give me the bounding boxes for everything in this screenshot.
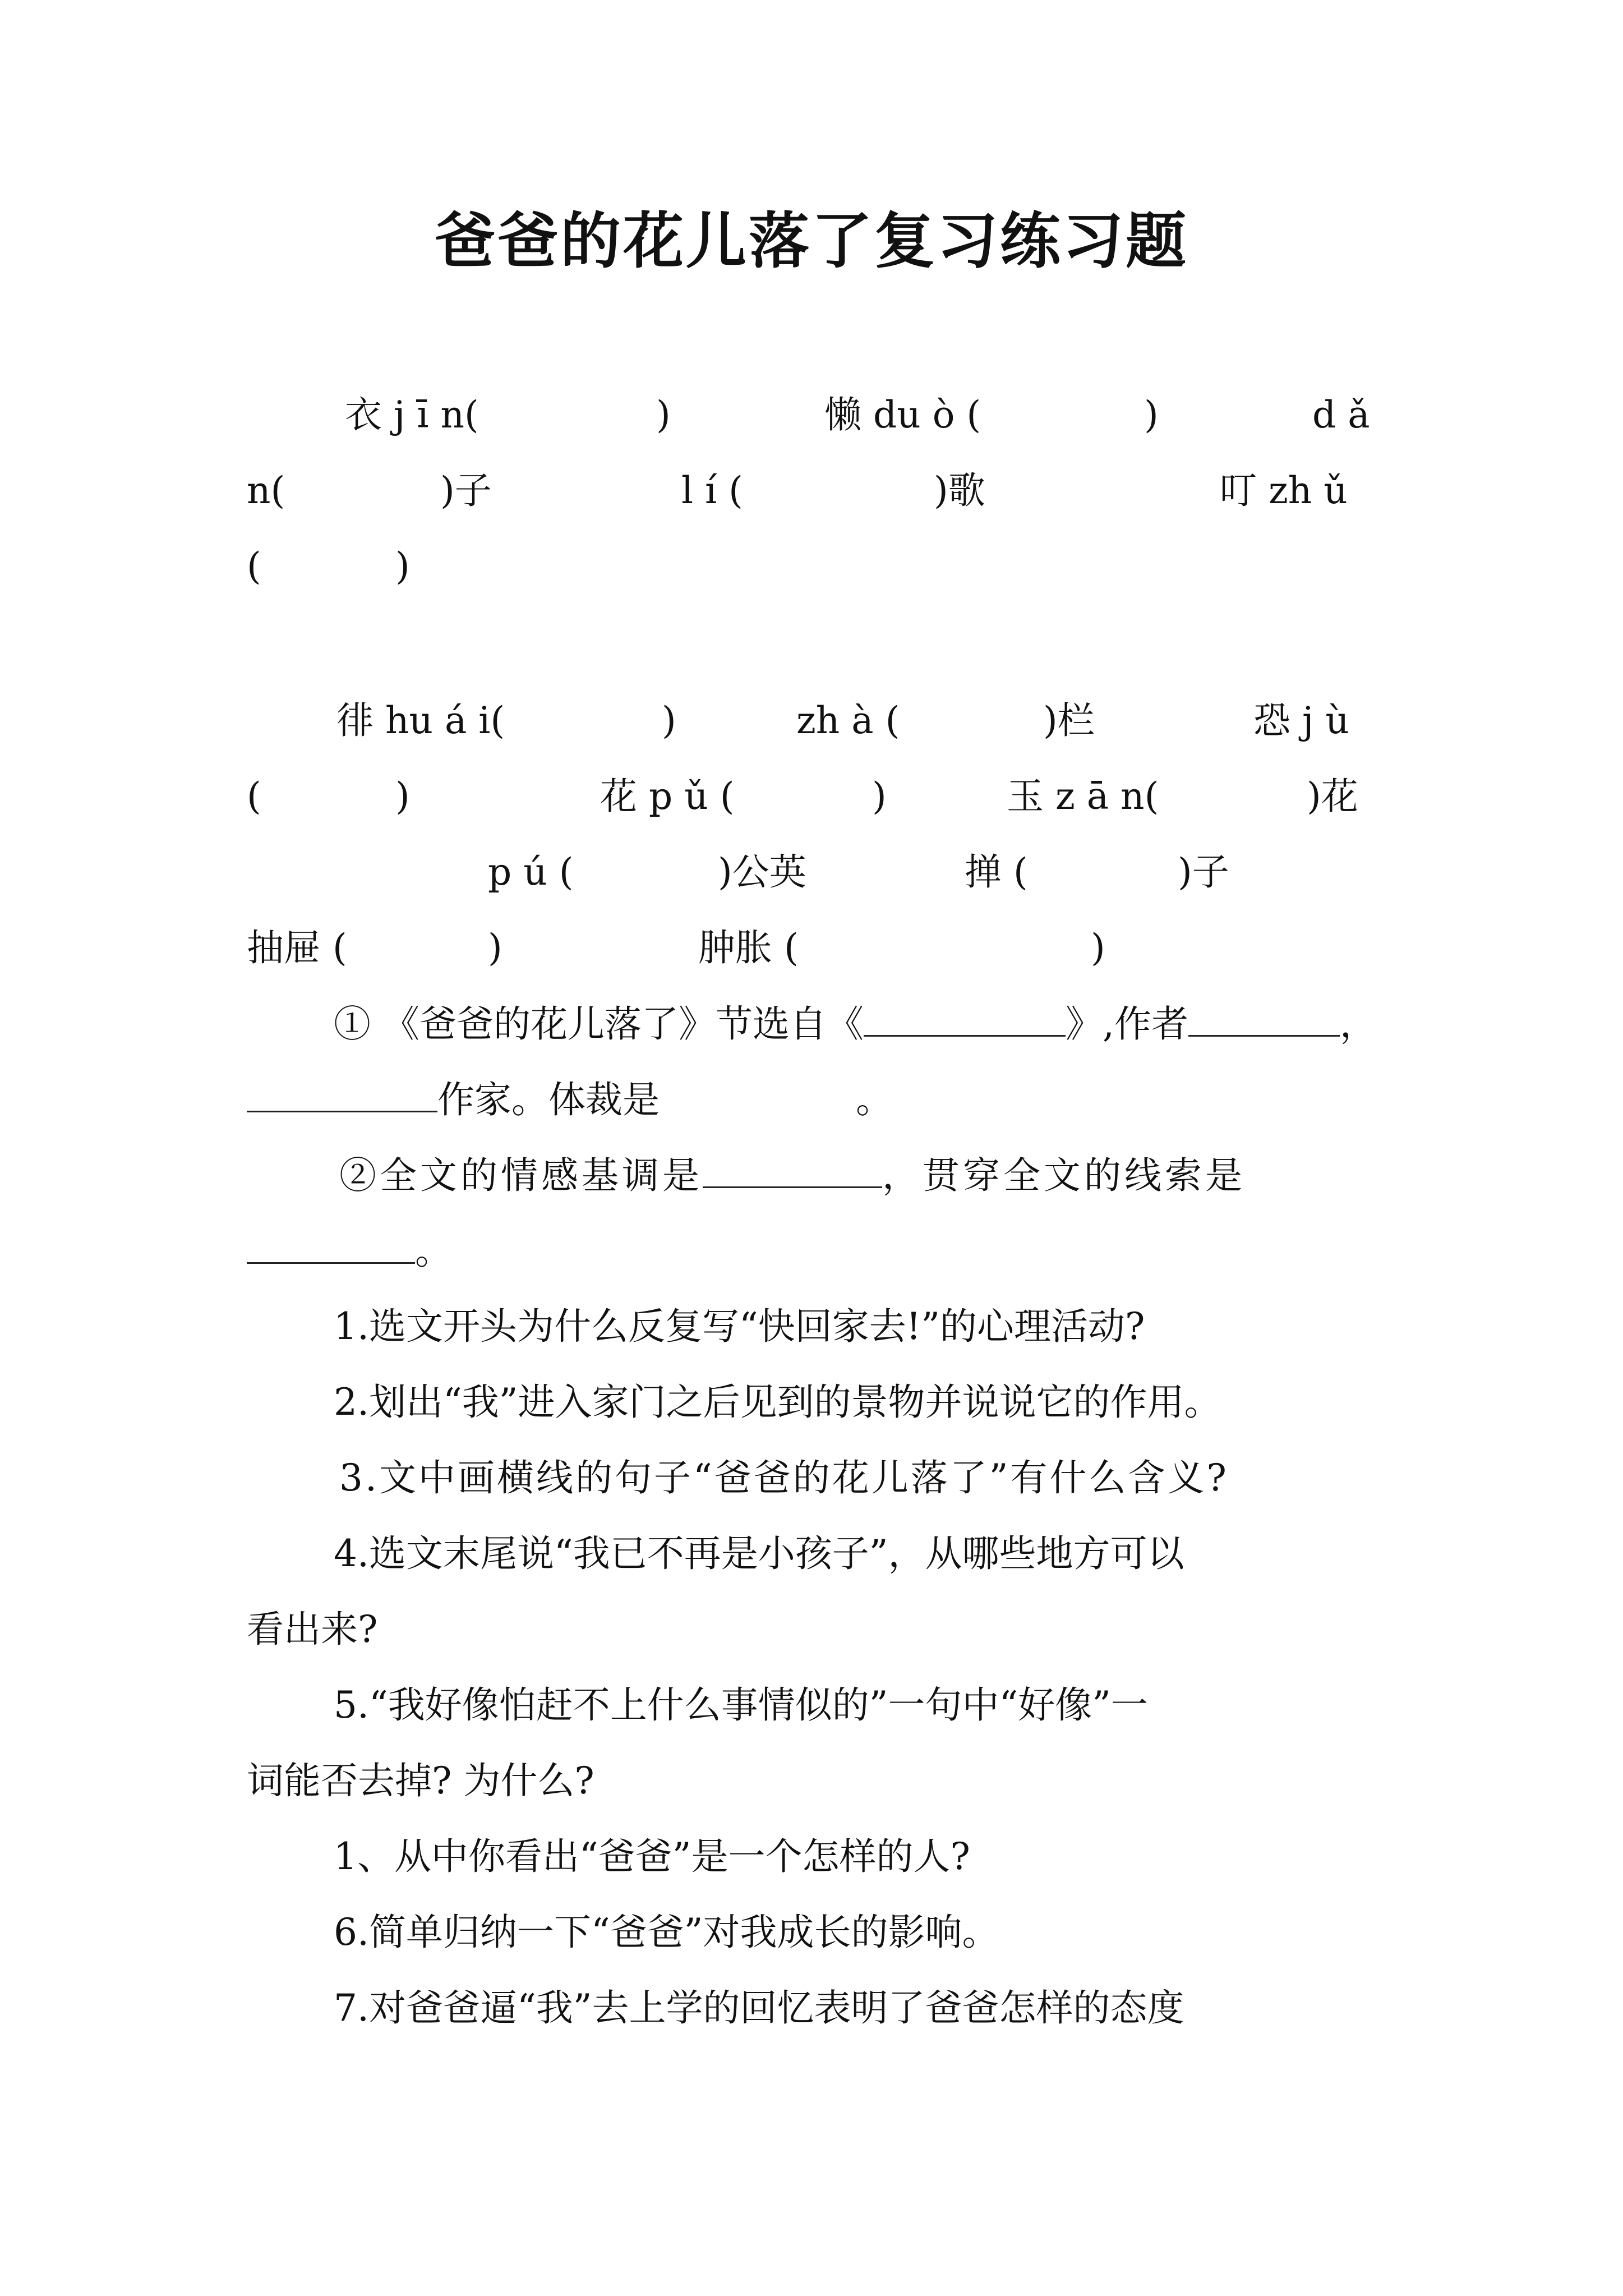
answer-blank[interactable] (1188, 996, 1340, 1037)
pinyin-item-dan-cont: n( (247, 469, 285, 512)
answer-blank[interactable] (703, 1147, 882, 1188)
answer-blank[interactable] (247, 1071, 437, 1112)
fill-question-1-cont (247, 1071, 893, 1128)
pinyin-item-zha: zh à ( (796, 699, 900, 742)
pinyin-item-pu: 花 p ǔ ( (600, 775, 735, 818)
question-2: 2.划出“我”进入家门之后见到的景物并说说它的作用。 (334, 1381, 1221, 1424)
pinyin-item-duo: 懒 du ò ( (824, 393, 981, 436)
fill-q1-text-a: ① 《爸爸的花儿落了》节选自《 (334, 1002, 864, 1046)
answer-blank[interactable] (247, 1223, 415, 1264)
fill-q2-text-c: 。 (415, 1230, 452, 1273)
pinyin-item-dan2: 掸 ( (965, 850, 1028, 894)
pinyin-item-jin-close: ) (656, 393, 671, 436)
pinyin-item-zan: 玉 z ā n( (1007, 775, 1159, 818)
question-8: 7.对爸爸逼“我”去上学的回忆表明了爸爸怎样的态度 (334, 1986, 1184, 2030)
pinyin-item-li-close: )歌 (934, 469, 985, 512)
pinyin-item-duo-close: ) (1144, 393, 1159, 436)
question-3: 3.文中画横线的句子“爸爸的花儿落了”有什么含义? (339, 1456, 1229, 1499)
fill-q2-text-b: ，贯穿全文的线索是 (882, 1154, 1246, 1197)
pinyin-item-zhongzhang-close: ) (1091, 926, 1105, 969)
question-4: 4.选文末尾说“我已不再是小孩子”，从哪些地方可以 (334, 1532, 1184, 1575)
pinyin-item-pu-close: ) (872, 775, 887, 818)
pinyin-item-huai-close: ) (662, 699, 676, 742)
question-1: 1.选文开头为什么反复写“快回家去!”的心理活动? (334, 1305, 1145, 1348)
pinyin-item-pu2-close: )公英 (718, 850, 806, 894)
pinyin-item-li: l í ( (681, 469, 743, 512)
pinyin-item-zhu-open: ( (247, 545, 261, 588)
fill-question-2 (339, 1147, 1246, 1204)
question-5-cont: 词能否去掉? 为什么? (247, 1759, 594, 1802)
fill-q2-text-a: ②全文的情感基调是 (339, 1154, 703, 1197)
pinyin-item-jin: 衣 j ī n( (345, 393, 479, 436)
pinyin-item-dan2-close: )子 (1178, 850, 1229, 894)
question-5: 5.“我好像怕赶不上什么事情似的”一句中“好像”一 (334, 1683, 1148, 1727)
fill-question-1 (334, 996, 1377, 1052)
page-title: 爸爸的花儿落了复习练习题 (434, 206, 1188, 277)
pinyin-item-ju-close: ) (395, 775, 410, 818)
fill-q1-text-b: 》,作者 (1065, 1002, 1188, 1046)
answer-blank[interactable] (864, 996, 1066, 1037)
question-4-cont: 看出来? (247, 1608, 378, 1651)
pinyin-item-ju: 恐 j ù (1253, 699, 1349, 742)
pinyin-item-zhongzhang: 肿胀 ( (698, 926, 799, 969)
fill-question-2-cont (247, 1223, 452, 1280)
pinyin-item-pu2: p ú ( (488, 850, 574, 894)
pinyin-item-chouti: 抽屉 ( (247, 926, 347, 969)
pinyin-item-zha-close: )栏 (1043, 699, 1095, 742)
pinyin-item-dan-close: )子 (440, 469, 492, 512)
pinyin-item-dan: d ǎ (1312, 393, 1370, 436)
question-6: 1、从中你看出“爸爸”是一个怎样的人? (334, 1835, 970, 1878)
pinyin-item-chouti-close: ) (488, 926, 502, 969)
fill-q1-text-d: 作家。体裁是 (437, 1078, 660, 1121)
pinyin-item-zan-close: )花 (1307, 775, 1358, 818)
pinyin-item-huai: 徘 hu á i( (336, 699, 505, 742)
pinyin-item-zhu: 叮 zh ǔ (1220, 469, 1348, 512)
pinyin-item-zhu-close: ) (395, 545, 410, 588)
fill-q1-text-e: 。 (856, 1078, 893, 1121)
fill-q1-text-c: ， (1339, 1002, 1377, 1046)
question-7: 6.简单归纳一下“爸爸”对我成长的影响。 (334, 1911, 999, 1954)
pinyin-item-ju-open: ( (247, 775, 261, 818)
